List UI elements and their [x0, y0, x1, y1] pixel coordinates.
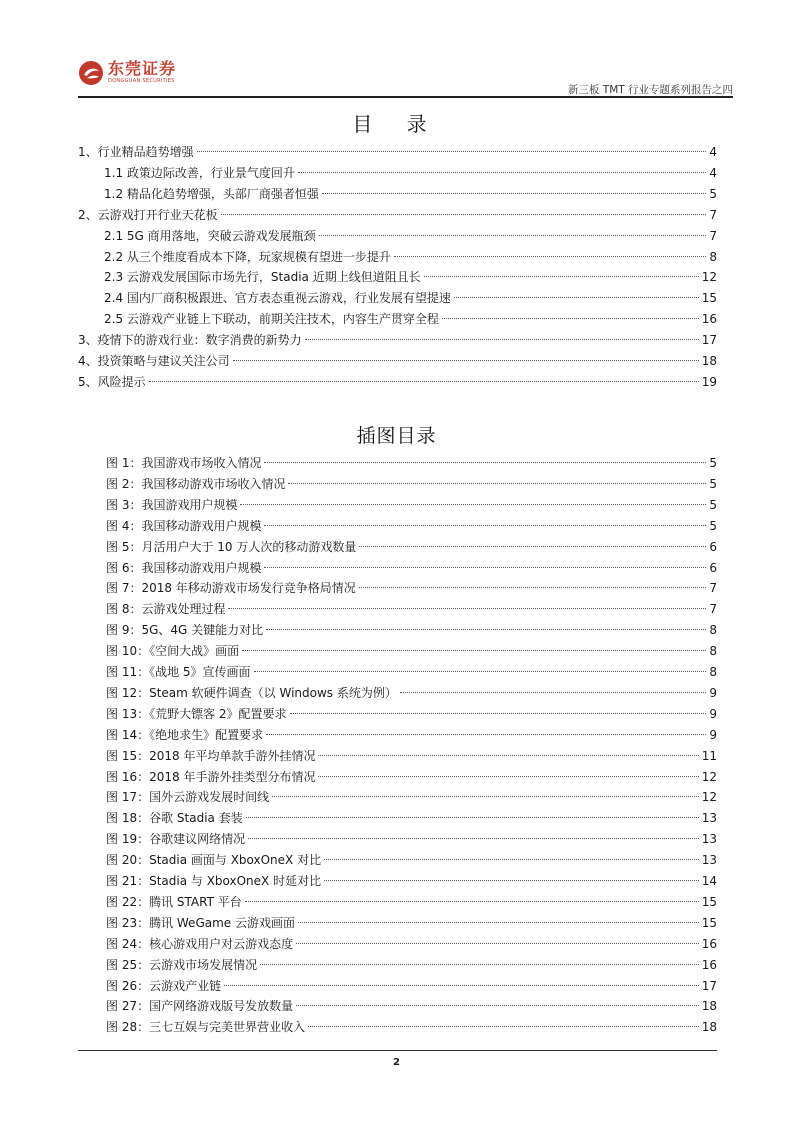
toc-heading: 目 录 [352, 112, 441, 136]
entry-label: 图 25：云游戏市场发展情况 [106, 957, 258, 972]
entry-label: 2.4 国内厂商积极跟进、官方表态重视云游戏，行业发展有望提速 [104, 291, 451, 306]
brand-logo [78, 60, 176, 86]
figure-entry[interactable] [106, 662, 717, 682]
dot-leader [272, 796, 699, 797]
entry-page-number: 11 [701, 748, 717, 763]
entry-label: 图 13：《荒野大镖客 2》配置要求 [106, 706, 287, 721]
figure-entry[interactable] [106, 641, 717, 661]
dot-leader [324, 880, 699, 881]
entry-label: 4、投资策略与建议关注公司 [78, 354, 230, 368]
toc-entry[interactable] [78, 351, 717, 371]
entry-page-number: 6 [709, 560, 717, 575]
entry-page-number: 5 [709, 476, 717, 491]
figure-entry[interactable] [106, 683, 717, 703]
figure-entry[interactable] [106, 808, 717, 828]
footer-divider [78, 1050, 717, 1051]
entry-label: 图 12：Steam 软硬件调查（以 Windows 系统为例） [106, 685, 397, 700]
entry-label: 图 1：我国游戏市场收入情况 [106, 456, 262, 470]
entry-label: 图 26：云游戏产业链 [106, 978, 222, 993]
brand-name: 东莞证券 [108, 59, 177, 78]
dot-leader [240, 504, 706, 505]
entry-page-number: 7 [709, 602, 717, 617]
figure-entry[interactable] [106, 767, 717, 787]
figure-list-heading: 插图目录 [356, 425, 437, 447]
dot-leader [246, 817, 699, 818]
entry-label: 1、行业精品趋势增强 [78, 145, 194, 159]
figure-entry[interactable] [106, 934, 717, 954]
dot-leader [242, 650, 706, 651]
toc-entry[interactable] [104, 163, 717, 183]
entry-page-number: 8 [709, 665, 717, 679]
entry-page-number: 9 [709, 727, 717, 742]
entry-label: 图 14：《绝地求生》配置要求 [106, 727, 264, 742]
figure-entry[interactable] [106, 746, 717, 766]
toc-entry[interactable] [104, 226, 717, 246]
entry-label: 图 24：核心游戏用户对云游戏态度 [106, 936, 294, 951]
entry-page-number: 17 [701, 978, 717, 993]
entry-label: 图 28：三七互娱与完美世界营业收入 [106, 1020, 306, 1035]
entry-label: 图 27：国产网络游戏版号发放数量 [106, 999, 294, 1014]
toc-entry[interactable] [78, 142, 717, 162]
entry-label: 图 10：《空间大战》画面 [106, 644, 240, 659]
figure-entry[interactable] [106, 1017, 717, 1037]
entry-label: 2、云游戏打开行业天花板 [78, 207, 218, 222]
dot-leader [264, 525, 706, 526]
dot-leader [308, 1026, 699, 1027]
entry-label: 图 5：月活用户大于 10 万人次的移动游戏数量 [106, 539, 357, 554]
entry-page-number: 19 [701, 374, 717, 389]
figure-entry[interactable] [106, 578, 717, 598]
dot-leader [322, 193, 706, 194]
dot-leader [305, 339, 699, 340]
entry-page-number: 18 [701, 354, 717, 368]
entry-page-number: 4 [709, 145, 717, 159]
toc-entry[interactable] [104, 184, 717, 204]
entry-page-number: 7 [709, 207, 717, 222]
dot-leader [290, 713, 706, 714]
dot-leader [254, 671, 706, 672]
figure-entry[interactable] [106, 599, 717, 619]
header-divider [78, 96, 733, 98]
dot-leader [442, 318, 699, 319]
figure-entry[interactable] [106, 871, 717, 891]
entry-page-number: 15 [701, 894, 717, 909]
toc-entry[interactable] [78, 330, 717, 350]
entry-label: 图 11：《战地 5》宣传画面 [106, 665, 251, 679]
entry-label: 图 19：谷歌建议网络情况 [106, 832, 246, 847]
dot-leader [245, 901, 699, 902]
entry-page-number: 8 [709, 644, 717, 659]
entry-page-number: 9 [709, 685, 717, 700]
brand-logo-icon [78, 60, 104, 86]
dot-leader [197, 151, 706, 152]
entry-label: 图 17：国外云游戏发展时间线 [106, 790, 270, 805]
dot-leader [266, 629, 706, 630]
page-number: 2 [393, 1057, 400, 1068]
dot-leader [264, 567, 706, 568]
dot-leader [298, 172, 706, 173]
report-series-title: 新三板 TMT 行业专题系列报告之四 [567, 84, 733, 96]
toc-entry[interactable] [104, 288, 717, 308]
figure-entry[interactable] [106, 913, 717, 933]
entry-page-number: 7 [709, 581, 717, 596]
figure-entry[interactable] [106, 620, 717, 640]
entry-page-number: 16 [701, 936, 717, 951]
entry-page-number: 13 [701, 853, 717, 868]
entry-label: 1.2 精品化趋势增强，头部厂商强者恒强 [104, 186, 319, 201]
entry-page-number: 14 [701, 874, 717, 888]
brand-name-en: DONGGUAN SECURITIES [108, 78, 175, 84]
dot-leader [224, 985, 699, 986]
entry-label: 2.3 云游戏发展国际市场先行，Stadia 近期上线但道阻且长 [104, 270, 421, 285]
figure-entry[interactable] [106, 892, 717, 912]
dot-leader [266, 734, 706, 735]
entry-label: 图 2：我国移动游戏市场收入情况 [106, 476, 286, 491]
entry-page-number: 16 [701, 312, 717, 327]
toc-entry[interactable] [78, 205, 717, 225]
page-header [78, 58, 733, 98]
entry-label: 图 20：Stadia 画面与 XboxOneX 对比 [106, 853, 322, 868]
figure-entry[interactable] [106, 495, 717, 515]
entry-label: 图 7：2018 年移动游戏市场发行竞争格局情况 [106, 581, 356, 596]
entry-page-number: 16 [701, 957, 717, 972]
dot-leader [400, 692, 706, 693]
dot-leader [454, 297, 699, 298]
figure-entry[interactable] [106, 976, 717, 996]
entry-label: 图 8：云游戏处理过程 [106, 602, 226, 617]
entry-label: 2.1 5G 商用落地，突破云游戏发展瓶颈 [104, 228, 316, 243]
entry-page-number: 7 [709, 228, 717, 243]
entry-label: 图 4：我国移动游戏用户规模 [106, 518, 262, 533]
dot-leader [260, 964, 699, 965]
dot-leader [233, 360, 699, 361]
dot-leader [319, 235, 706, 236]
figure-entry[interactable] [106, 704, 717, 724]
entry-page-number: 6 [709, 539, 717, 554]
entry-page-number: 12 [701, 769, 717, 784]
dot-leader [318, 755, 698, 756]
figure-entry[interactable] [106, 558, 717, 578]
dot-leader [228, 608, 706, 609]
entry-page-number: 18 [701, 999, 717, 1014]
dot-leader [318, 776, 698, 777]
entry-label: 图 15：2018 年平均单款手游外挂情况 [106, 748, 316, 763]
entry-page-number: 5 [709, 497, 717, 512]
entry-page-number: 5 [709, 518, 717, 533]
entry-label: 图 18：谷歌 Stadia 套装 [106, 811, 243, 826]
dot-leader [149, 381, 699, 382]
dot-leader [324, 859, 699, 860]
entry-page-number: 5 [709, 456, 717, 470]
entry-label: 2.2 从三个维度看成本下降，玩家规模有望进一步提升 [104, 249, 391, 264]
entry-page-number: 15 [701, 915, 717, 930]
entry-label: 2.5 云游戏产业链上下联动，前期关注技术，内容生产贯穿全程 [104, 312, 439, 327]
dot-leader [359, 587, 706, 588]
entry-page-number: 12 [701, 790, 717, 805]
entry-page-number: 4 [709, 165, 717, 180]
entry-page-number: 15 [701, 291, 717, 306]
dot-leader [248, 838, 699, 839]
figure-entry[interactable] [106, 537, 717, 557]
entry-label: 图 9：5G、4G 关键能力对比 [106, 623, 264, 638]
dot-leader [296, 943, 699, 944]
toc-entry[interactable] [104, 267, 717, 287]
figure-entry[interactable] [106, 850, 717, 870]
figure-entry[interactable] [106, 474, 717, 494]
entry-page-number: 18 [701, 1020, 717, 1035]
dot-leader [264, 462, 706, 463]
figure-entry[interactable] [106, 955, 717, 975]
entry-label: 图 23：腾讯 WeGame 云游戏画面 [106, 915, 295, 930]
toc-entry[interactable] [104, 309, 717, 329]
entry-page-number: 8 [709, 623, 717, 638]
dot-leader [424, 276, 699, 277]
entry-page-number: 13 [701, 811, 717, 826]
figure-entry[interactable] [106, 996, 717, 1016]
entry-page-number: 12 [701, 270, 717, 285]
dot-leader [394, 256, 706, 257]
dot-leader [298, 922, 699, 923]
figure-entry[interactable] [106, 829, 717, 849]
entry-label: 图 21：Stadia 与 XboxOneX 时延对比 [106, 874, 322, 888]
entry-page-number: 13 [701, 832, 717, 847]
entry-label: 图 6：我国移动游戏用户规模 [106, 560, 262, 575]
figure-entry[interactable] [106, 725, 717, 745]
entry-page-number: 8 [709, 249, 717, 264]
dot-leader [288, 483, 706, 484]
toc-entry[interactable] [104, 247, 717, 267]
entry-page-number: 17 [701, 333, 717, 348]
entry-label: 图 3：我国游戏用户规模 [106, 497, 238, 512]
dot-leader [359, 546, 706, 547]
entry-label: 5、风险提示 [78, 374, 146, 389]
dot-leader [296, 1005, 699, 1006]
entry-page-number: 9 [709, 706, 717, 721]
entry-label: 3、疫情下的游戏行业：数字消费的新势力 [78, 333, 302, 348]
entry-label: 图 22：腾讯 START 平台 [106, 894, 242, 909]
entry-label: 图 16：2018 年手游外挂类型分布情况 [106, 769, 316, 784]
dot-leader [221, 214, 706, 215]
entry-page-number: 5 [709, 186, 717, 201]
toc-entry[interactable] [78, 372, 717, 392]
figure-entry[interactable] [106, 787, 717, 807]
entry-label: 1.1 政策边际改善，行业景气度回升 [104, 165, 295, 180]
figure-entry[interactable] [106, 516, 717, 536]
figure-entry[interactable] [106, 453, 717, 473]
